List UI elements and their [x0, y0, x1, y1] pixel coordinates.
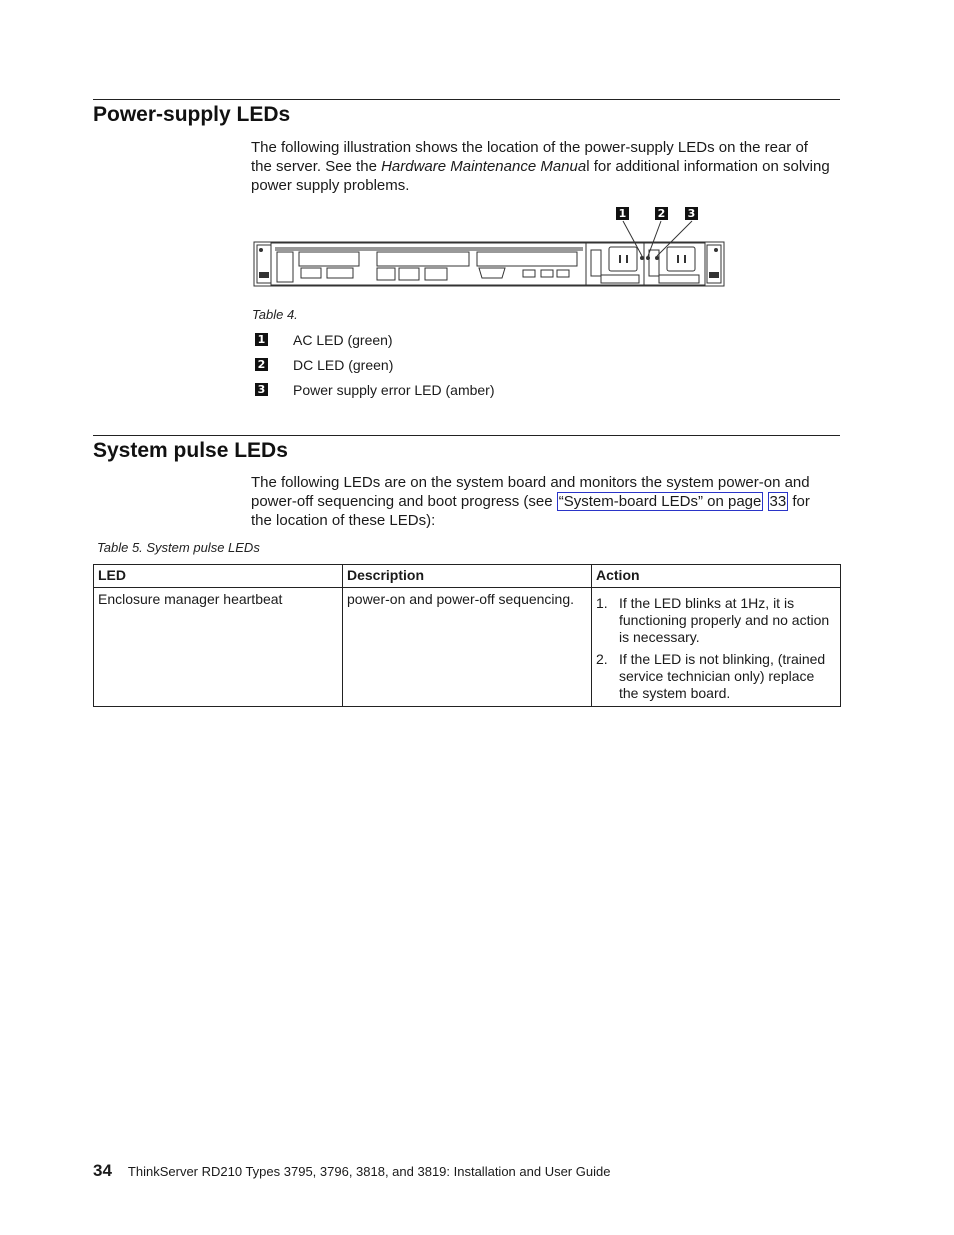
column-header-description: Description — [343, 565, 592, 588]
section-heading-system-pulse: System pulse LEDs — [93, 439, 288, 462]
legend-callout: 2 — [255, 358, 268, 371]
table-row — [94, 588, 841, 707]
legend-callout: 1 — [255, 333, 268, 346]
legend-text: AC LED (green) — [293, 332, 393, 348]
callout-3: 3 — [685, 207, 698, 220]
system-pulse-intro: The following LEDs are on the system board and monitors the system power-on and power-off sequencing and boot progress (see “System-board LEDs” on page 33 for the location of these LEDs): — [251, 474, 810, 529]
legend-text: Power supply error LED (amber) — [293, 382, 495, 398]
cell-action — [592, 588, 841, 707]
footer-text: ThinkServer RD210 Types 3795, 3796, 3818, and 3819: Installation and User Guide — [127, 1164, 611, 1179]
section-rule-system-pulse — [93, 435, 840, 436]
action-item: 2. If the LED is not blinking, (trained service technician only) replace the system board. — [596, 651, 826, 701]
table5-caption: Table 5. System pulse LEDs — [97, 540, 260, 555]
legend-text: DC LED (green) — [293, 357, 394, 373]
callout-2: 2 — [655, 207, 668, 220]
cell-led: Enclosure manager heartbeat — [94, 588, 343, 707]
section-heading-power-supply: Power-supply LEDs — [93, 103, 291, 126]
manual-title: Hardware Maintenance Manua — [381, 158, 587, 175]
column-header-action: Action — [592, 565, 841, 588]
page-33-link[interactable]: 33 — [769, 493, 787, 510]
system-pulse-table — [93, 564, 841, 707]
column-header-led: LED — [94, 565, 343, 588]
table-header-row — [94, 565, 841, 588]
cell-description: power-on and power-off sequencing. — [343, 588, 592, 707]
action-item: 1. If the LED blinks at 1Hz, it is functioning properly and no action is necessary. — [596, 595, 830, 645]
legend-callout: 3 — [255, 383, 268, 396]
page-number: 34 — [93, 1161, 112, 1180]
section-rule-top — [93, 99, 840, 100]
table4-caption: Table 4. — [252, 307, 298, 322]
callout-1: 1 — [616, 207, 629, 220]
server-rear-illustration — [253, 220, 725, 288]
action-list — [596, 595, 836, 702]
system-board-leds-link[interactable]: “System-board LEDs” on page — [558, 493, 762, 510]
power-supply-intro: The following illustration shows the location of the power-supply LEDs on the rear of the server. See the Hardware Maintenance Manual for additional information on solving power supply problems. — [251, 139, 830, 194]
page-footer — [93, 1161, 610, 1181]
